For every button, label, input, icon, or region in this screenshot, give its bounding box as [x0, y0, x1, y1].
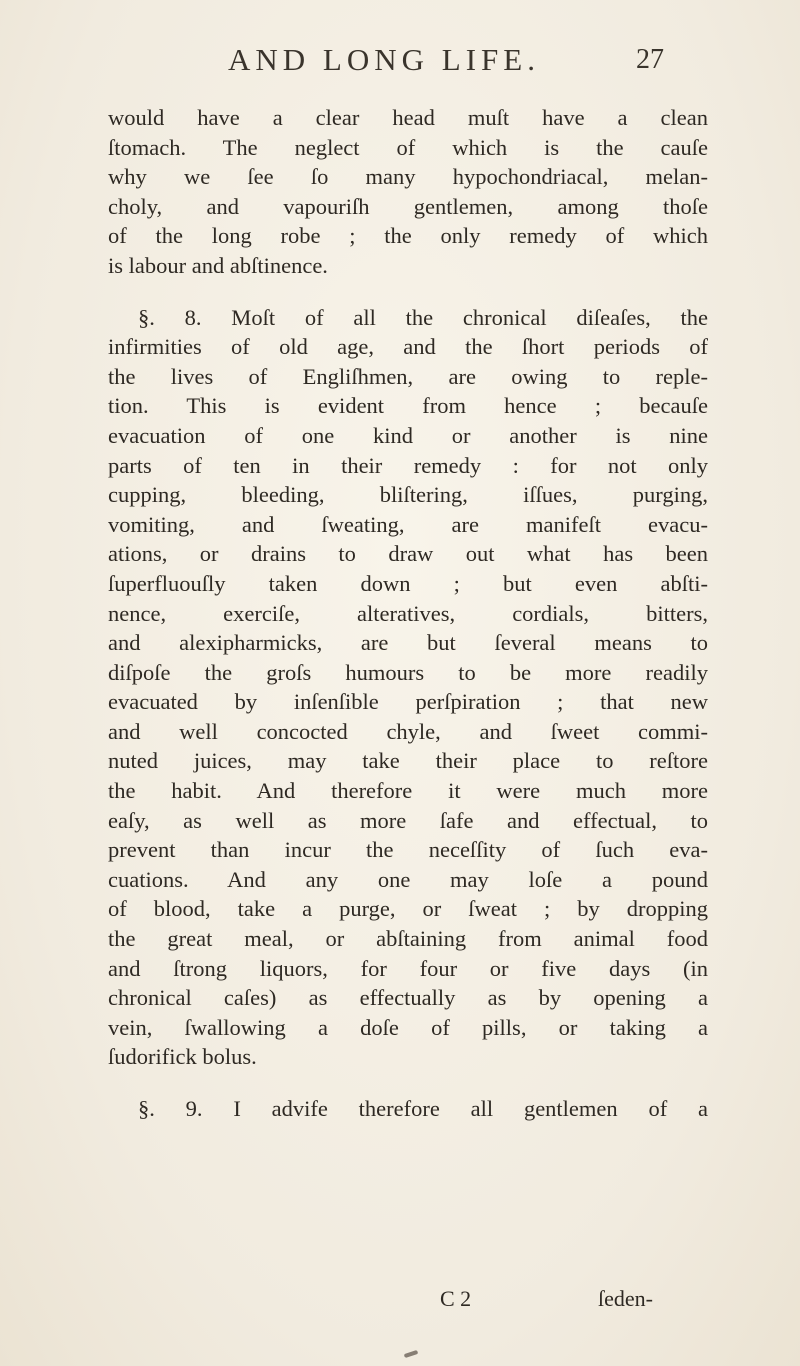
text-line: evacuated by inſenſible perſpiration ; that new [108, 689, 708, 715]
text-line: and alexipharmicks, are but ſeveral means to [108, 630, 708, 656]
text-line: the lives of Engliſhmen, are owing to reple- [108, 363, 708, 389]
text-line: prevent than incur the neceſſity of ſuch eva- [108, 837, 708, 863]
text-line: infirmities of old age, and the ſhort periods of [108, 334, 708, 360]
text-line: ſuperfluouſly taken down ; but even abſti- [108, 570, 708, 596]
running-title: AND LONG LIFE. [228, 42, 540, 77]
signature-mark: C 2 [440, 1286, 472, 1311]
text-line: ſtomach. The neglect of which is the cauſe [108, 134, 708, 160]
paragraph-gap [108, 281, 708, 303]
ink-blot [404, 1350, 419, 1358]
paragraph-1 [108, 103, 708, 281]
text-line: and well concocted chyle, and ſweet commi- [108, 718, 708, 744]
text-line: and ſtrong liquors, for four or five days (in [108, 955, 708, 981]
text-line: cupping, bleeding, bliſtering, iſſues, purging, [108, 482, 708, 508]
text-line: vein, ſwallowing a doſe of pills, or taking a [108, 1014, 708, 1040]
text-line: vomiting, and ſweating, are manifeſt evacu- [108, 511, 708, 537]
paragraph-3 [108, 1094, 708, 1124]
paragraph-gap [108, 1072, 708, 1094]
text-line: diſpoſe the groſs humours to be more readily [108, 659, 708, 685]
text-line: of the long robe ; the only remedy of which [108, 223, 708, 249]
text-line: §. 8. Moſt of all the chronical diſeaſes, the [138, 304, 708, 330]
text-line: eaſy, as well as more ſafe and effectual, to [108, 807, 708, 833]
catchword: ſeden- [598, 1286, 653, 1311]
text-line: is labour and abſtinence. [108, 252, 328, 278]
text-line: nuted juices, may take their place to reſtore [108, 748, 708, 774]
text-line: §. 9. I advife therefore all gentlemen of a [138, 1096, 708, 1121]
text-line: ations, or drains to draw out what has been [108, 541, 708, 567]
paragraph-2 [108, 303, 708, 1072]
page-number: 27 [636, 44, 664, 75]
text-line: evacuation of one kind or another is nine [108, 422, 708, 448]
text-line: of blood, take a purge, or ſweat ; by dropping [108, 896, 708, 922]
body-text [108, 103, 708, 1124]
text-line: the habit. And therefore it were much more [108, 778, 708, 804]
text-line: the great meal, or abſtaining from animal food [108, 926, 708, 952]
text-line: nence, exerciſe, alteratives, cordials, bitters, [108, 600, 708, 626]
text-line: cuations. And any one may loſe a pound [108, 866, 708, 892]
text-line: ſudorifick bolus. [108, 1044, 257, 1070]
text-line: tion. This is evident from hence ; becauſe [108, 393, 708, 419]
text-line: chronical caſes) as effectually as by opening a [108, 985, 708, 1011]
text-line: would have a clear head muſt have a clean [108, 105, 708, 130]
text-line: why we ſee ſo many hypochondriacal, melan- [108, 164, 708, 190]
text-line: choly, and vapouriſh gentlemen, among thoſe [108, 193, 708, 219]
text-line: parts of ten in their remedy : for not only [108, 452, 708, 478]
